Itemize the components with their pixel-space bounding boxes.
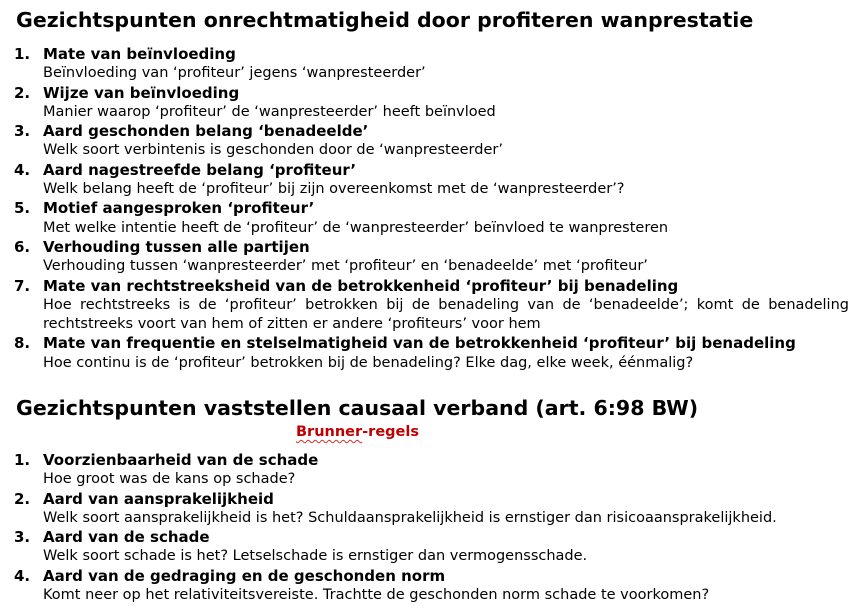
list-item [0, 277, 864, 335]
list-item [0, 451, 864, 490]
list-item [0, 490, 864, 529]
list-item [0, 238, 864, 277]
item-description: Komt neer op het relativiteitsvereiste. Trachtte de geschonden norm schade te voorkomen? [43, 587, 710, 604]
list-item [0, 84, 864, 123]
item-number: 5. [14, 199, 31, 218]
item-number: 6. [14, 237, 31, 256]
list-item [0, 334, 864, 373]
item-title: Verhouding tussen alle partijen [43, 237, 310, 256]
item-number: 2. [14, 83, 31, 102]
item-title: Mate van rechtstreeksheid van de betrokkenheid ‘profiteur’ bij benadeling [43, 276, 679, 295]
subtitle-suffix: -regels [362, 424, 419, 440]
item-description: Hoe groot was de kans op schade? [43, 471, 296, 488]
item-number: 2. [14, 489, 31, 508]
item-description: Welk soort verbintenis is geschonden door de ‘wanpresteerder’ [43, 142, 503, 159]
item-title: Aard nagestreefde belang ‘profiteur’ [43, 160, 357, 179]
item-title: Mate van beïnvloeding [43, 45, 236, 63]
item-number: 1. [14, 45, 31, 63]
item-number: 4. [14, 566, 31, 585]
item-description: Verhouding tussen ‘wanpresteerder’ met ‘profiteur’ en ‘benadeelde’ met ‘profiteur’ [43, 258, 648, 275]
section-1-heading: Gezichtspunten onrechtmatigheid door profiteren wanprestatie [16, 8, 754, 32]
list-item [0, 567, 864, 606]
item-number: 1. [14, 451, 31, 469]
item-description: Welk soort schade is het? Letselschade is ernstiger dan vermogensschade. [43, 548, 588, 565]
item-description: Beïnvloeding van ‘profiteur’ jegens ‘wanpresteerder’ [43, 65, 426, 82]
list-item [0, 161, 864, 200]
list-item [0, 528, 864, 567]
item-number: 3. [14, 122, 31, 141]
item-description: Welk belang heeft de ‘profiteur’ bij zijn overeenkomst met de ‘wanpresteerder’? [43, 181, 625, 198]
section-2-list [0, 451, 864, 605]
item-title: Wijze van beïnvloeding [43, 83, 240, 102]
item-title: Motief aangesproken ‘profiteur’ [43, 199, 315, 218]
item-title: Mate van frequentie en stelselmatigheid van de betrokkenheid ‘profiteur’ bij benadeling [43, 334, 796, 353]
list-item [0, 45, 864, 84]
item-title: Aard van de schade [43, 528, 210, 547]
item-title: Voorzienbaarheid van de schade [43, 451, 319, 469]
item-title: Aard van de gedraging en de geschonden norm [43, 566, 446, 585]
item-number: 8. [14, 334, 31, 353]
section-1-list [0, 45, 864, 373]
spellcheck-word: Brunner [296, 424, 363, 440]
item-description: Hoe rechtstreeks is de ‘profiteur’ betrokken bij de benadeling van de ‘benadeelde’; komt de benadeling rechtstreeks voort van hem of zitten er andere ‘profiteurs’ voor hem [43, 296, 849, 333]
list-item [0, 122, 864, 161]
list-item [0, 199, 864, 238]
item-number: 3. [14, 528, 31, 547]
item-description: Hoe continu is de ‘profiteur’ betrokken bij de benadeling? Elke dag, elke week, éénmalig? [43, 354, 694, 371]
item-description: Manier waarop ‘profiteur’ de ‘wanpresteerder’ heeft beïnvloed [43, 103, 496, 120]
item-number: 7. [14, 276, 31, 295]
item-number: 4. [14, 160, 31, 179]
section-2-subtitle [296, 423, 419, 441]
item-description: Met welke intentie heeft de ‘profiteur’ de ‘wanpresteerder’ beïnvloed te wanpresteren [43, 219, 669, 236]
item-title: Aard van aansprakelijkheid [43, 489, 274, 508]
item-title: Aard geschonden belang ‘benadeelde’ [43, 122, 369, 141]
item-description: Welk soort aansprakelijkheid is het? Schuldaansprakelijkheid is ernstiger dan risicoaansprakelijkheid. [43, 509, 777, 526]
section-2-heading: Gezichtspunten vaststellen causaal verband (art. 6:98 BW) [16, 396, 699, 420]
